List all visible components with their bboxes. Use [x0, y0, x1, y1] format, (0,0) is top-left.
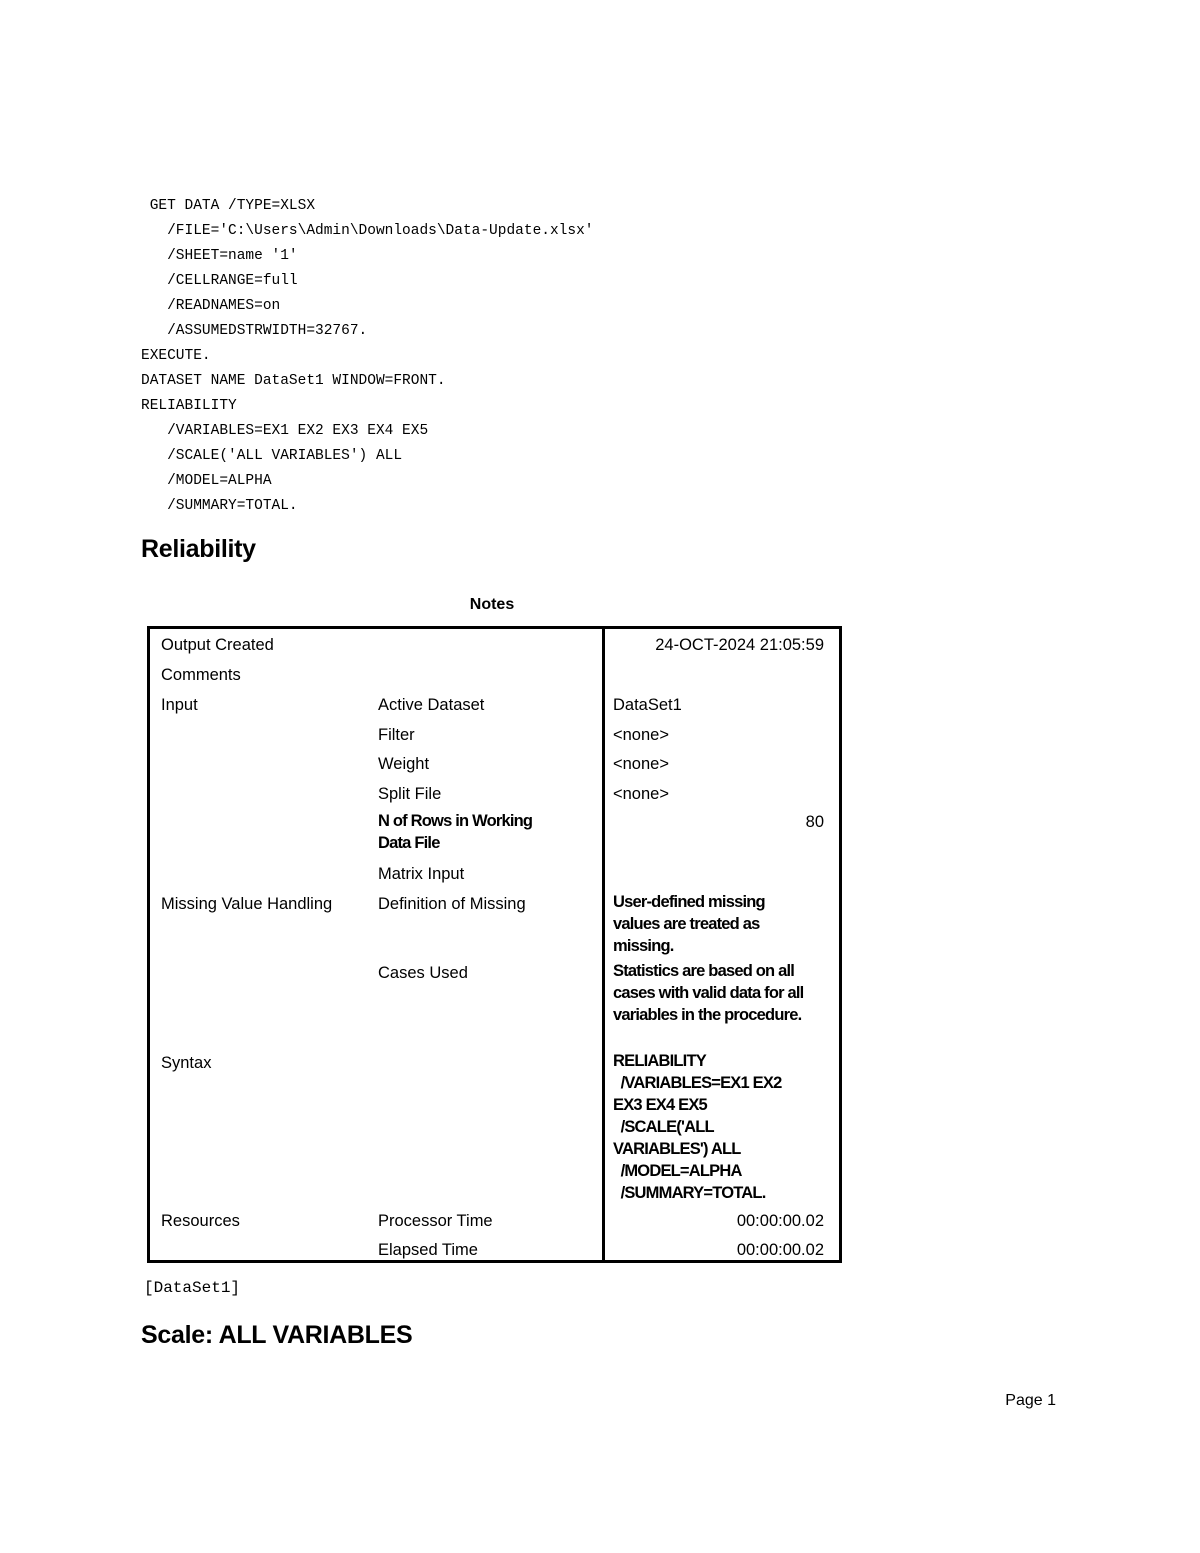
output-created-label: Output Created: [161, 636, 274, 654]
cases-used-label: Cases Used: [378, 964, 468, 982]
cases-used-value: Statistics are based on all cases with valid data for all variables in the procedure.: [613, 962, 804, 1024]
elapsed-time-label: Elapsed Time: [378, 1241, 478, 1259]
syntax-block: [141, 194, 593, 519]
weight-label: Weight: [378, 755, 430, 773]
weight-value: <none>: [613, 755, 669, 773]
filter-label: Filter: [378, 726, 415, 744]
syntax-line: /FILE='C:\Users\Admin\Downloads\Data-Update.xlsx': [141, 223, 594, 239]
notes-column-divider: [602, 629, 605, 1260]
syntax-line: /SHEET=name '1': [141, 248, 298, 264]
active-dataset-label: Active Dataset: [378, 696, 485, 714]
processor-time-value: 00:00:00.02: [736, 1212, 824, 1230]
definition-of-missing-label: Definition of Missing: [378, 895, 526, 913]
syntax-line: EXECUTE.: [141, 348, 211, 364]
resources-label: Resources: [161, 1212, 240, 1230]
missing-value-handling-label: Missing Value Handling: [161, 895, 333, 913]
syntax-line: /ASSUMEDSTRWIDTH=32767.: [141, 323, 368, 339]
syntax-value-line: RELIABILITY: [613, 1052, 706, 1070]
split-file-value: <none>: [613, 785, 669, 803]
syntax-value-line: /MODEL=ALPHA: [613, 1162, 742, 1180]
n-rows-label: N of Rows in Working Data File: [378, 812, 533, 852]
syntax-line: DATASET NAME DataSet1 WINDOW=FRONT.: [141, 373, 446, 389]
definition-of-missing-value: User-defined missing values are treated as missing.: [613, 893, 765, 955]
n-rows-value: 80: [805, 813, 824, 831]
syntax-value-line: /SUMMARY=TOTAL.: [613, 1184, 766, 1202]
syntax-line: /READNAMES=on: [141, 298, 281, 314]
dataset-reference: [DataSet1]: [144, 1279, 241, 1297]
syntax-line: /VARIABLES=EX1 EX2 EX3 EX4 EX5: [141, 423, 429, 439]
syntax-line: GET DATA /TYPE=XLSX: [141, 198, 316, 214]
syntax-value-line: EX3 EX4 EX5: [613, 1096, 707, 1114]
syntax-label: Syntax: [161, 1054, 212, 1072]
syntax-line: /MODEL=ALPHA: [141, 473, 272, 489]
scale-heading: Scale: ALL VARIABLES: [141, 1321, 413, 1349]
page-number: Page 1: [1005, 1392, 1056, 1409]
syntax-value-line: /VARIABLES=EX1 EX2: [613, 1074, 782, 1092]
syntax-line: RELIABILITY: [141, 398, 237, 414]
syntax-line: /CELLRANGE=full: [141, 273, 298, 289]
matrix-input-label: Matrix Input: [378, 865, 465, 883]
syntax-line: /SUMMARY=TOTAL.: [141, 498, 298, 514]
split-file-label: Split File: [378, 785, 442, 803]
active-dataset-value: DataSet1: [613, 696, 682, 714]
elapsed-time-value: 00:00:00.02: [736, 1241, 824, 1259]
reliability-heading: Reliability: [141, 535, 256, 563]
notes-table: [147, 626, 842, 1263]
notes-table-title: Notes: [469, 596, 515, 613]
syntax-value-line: VARIABLES') ALL: [613, 1140, 741, 1158]
syntax-value-line: /SCALE('ALL: [613, 1118, 714, 1136]
comments-label: Comments: [161, 666, 241, 684]
input-label: Input: [161, 696, 198, 714]
filter-value: <none>: [613, 726, 669, 744]
output-created-value: 24-OCT-2024 21:05:59: [655, 636, 824, 654]
processor-time-label: Processor Time: [378, 1212, 493, 1230]
syntax-line: /SCALE('ALL VARIABLES') ALL: [141, 448, 403, 464]
syntax-value: [613, 1050, 781, 1204]
